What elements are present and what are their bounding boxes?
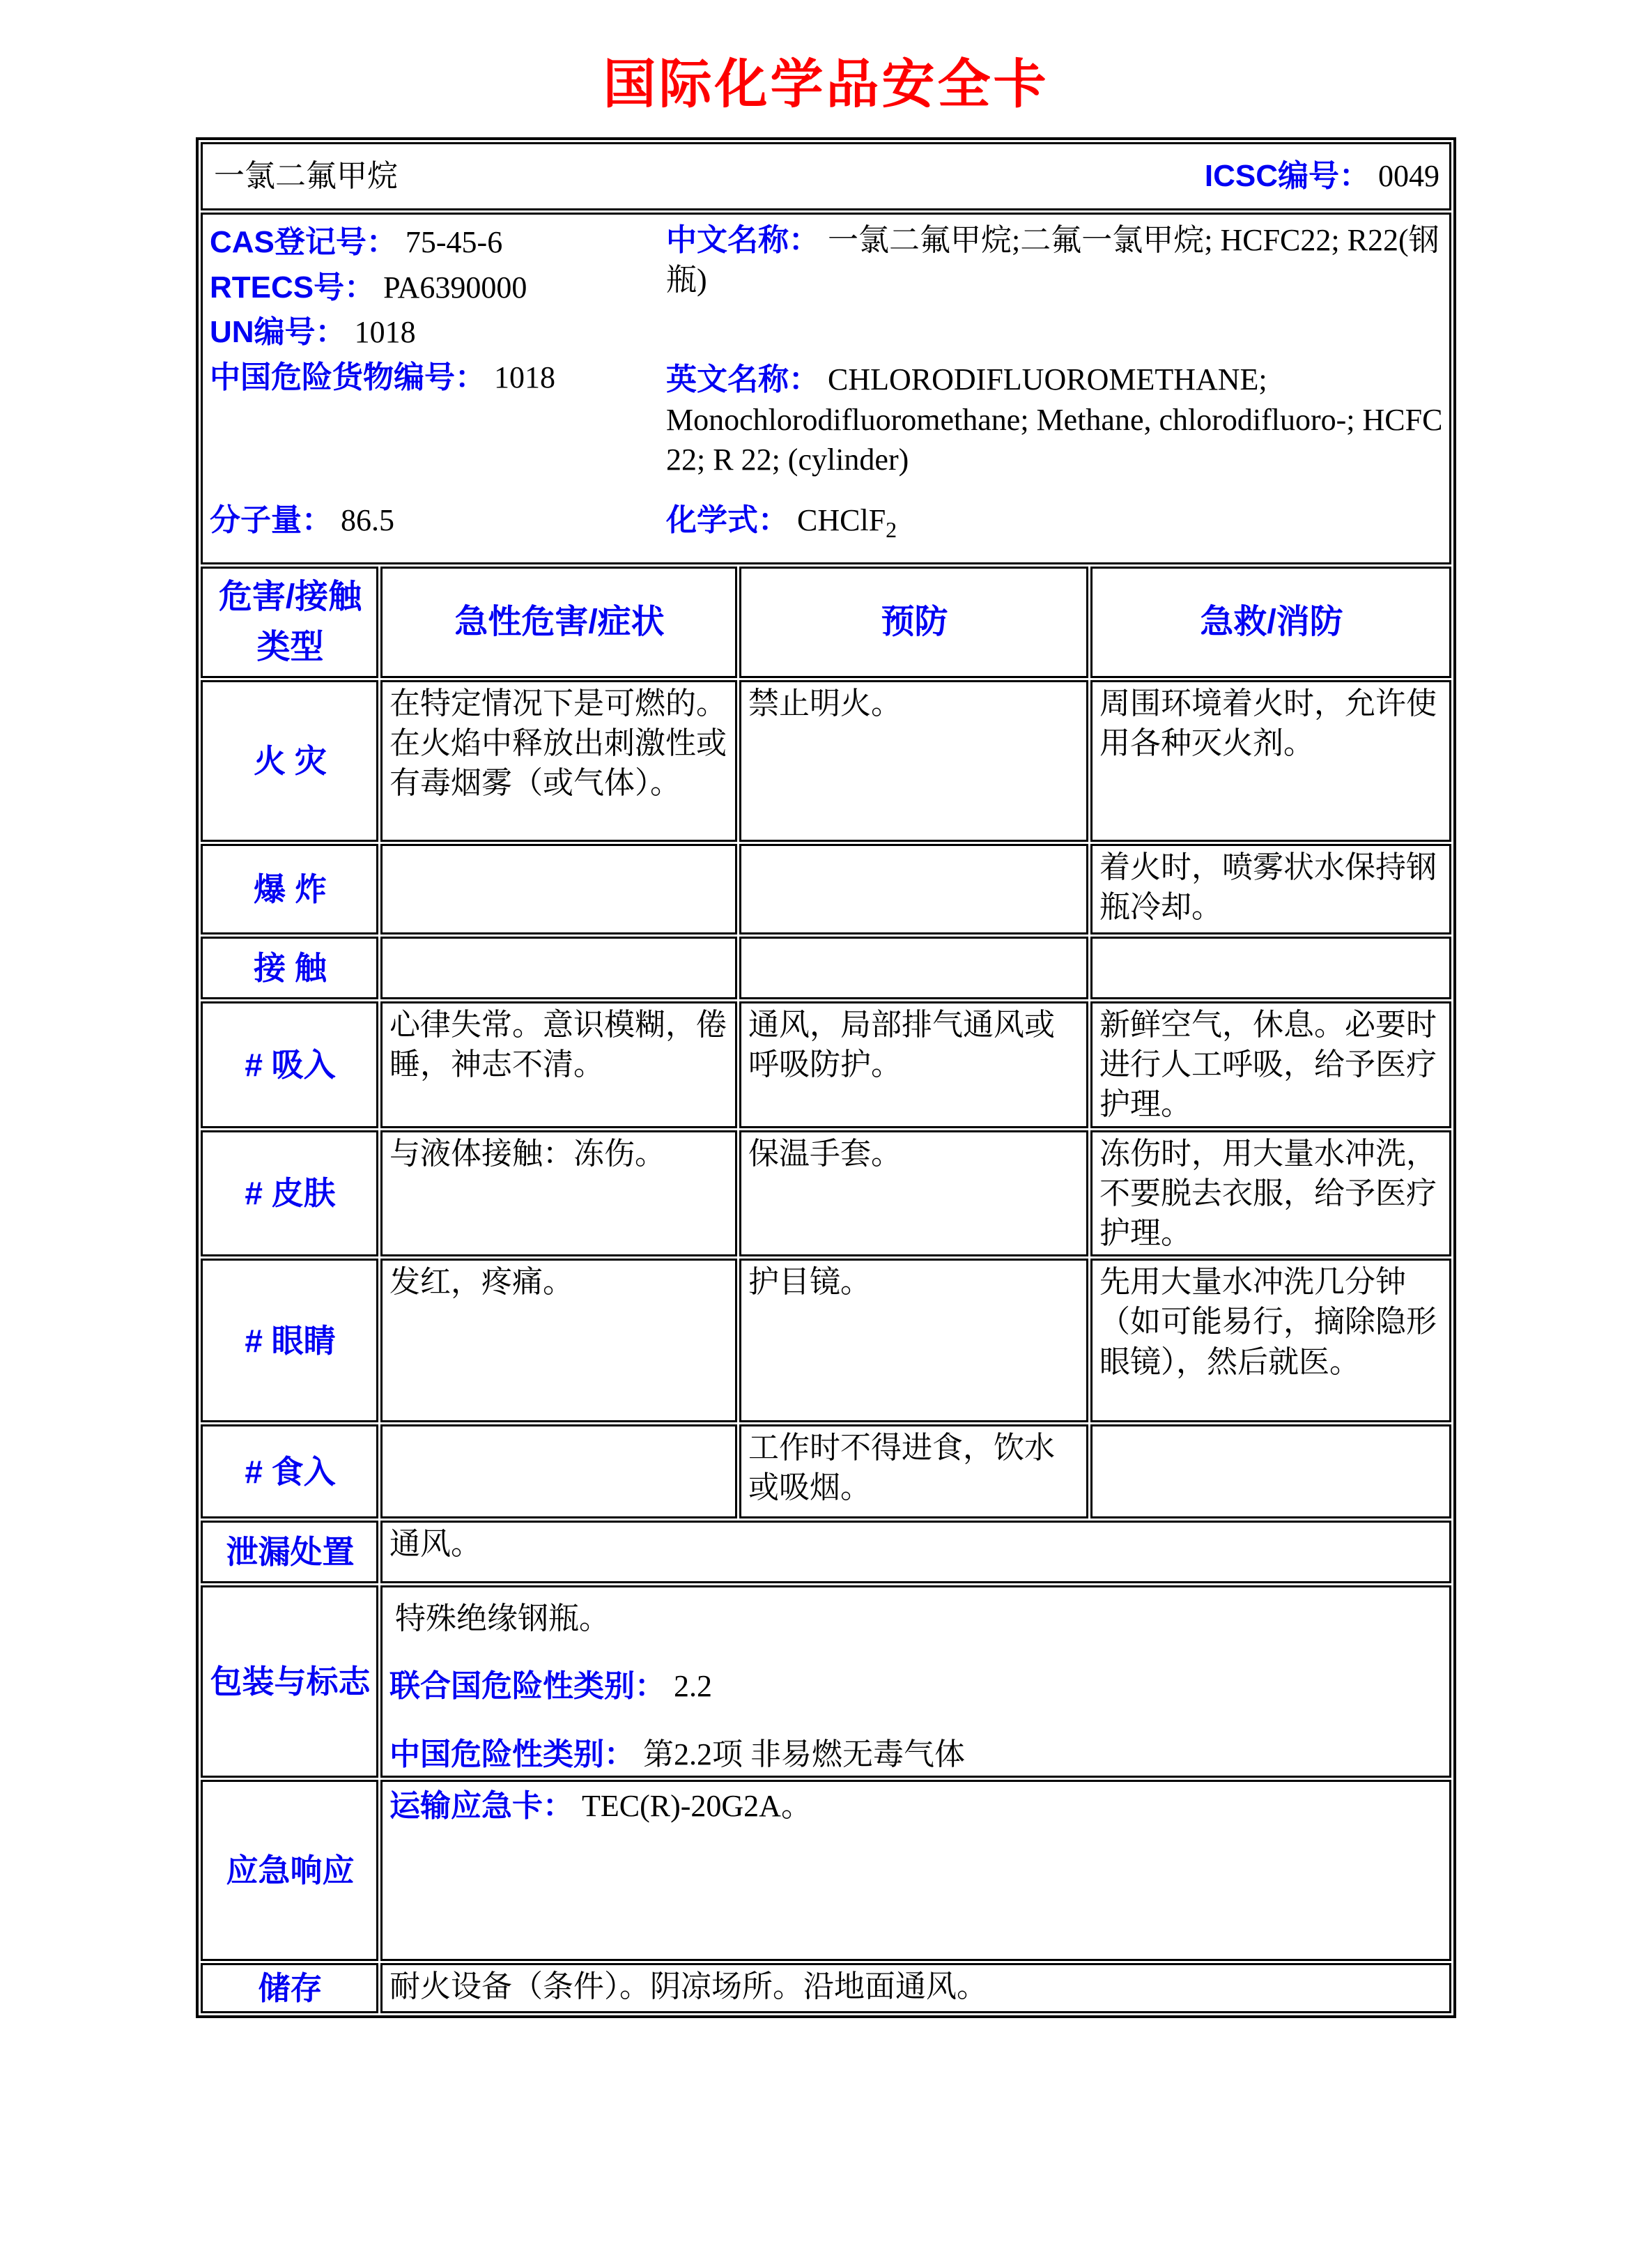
hazard-row-inhalation (201, 1001, 1451, 1128)
chinese-name-value: 一氯二氟甲烷;二氟一氯甲烷; HCFC22; R22(钢瓶) (666, 223, 1439, 298)
contact-firstaid-cell (1090, 937, 1451, 999)
china-hazard-class (389, 1735, 1444, 1774)
packaging-cylinder-note: 特殊绝缘钢瓶。 (395, 1601, 610, 1636)
china-dg-number (210, 355, 666, 401)
hazard-row-explosion (201, 844, 1451, 934)
ingestion-symptoms-cell (380, 1424, 737, 1518)
header-hazard-type: 危害/接触类型 (201, 567, 378, 678)
fire-prevention-cell: 禁止明火。 (739, 680, 1088, 842)
ingestion-prevention-cell: 工作时不得进食，饮水或吸烟。 (739, 1424, 1088, 1518)
hazard-row-fire (201, 680, 1451, 842)
explosion-firstaid-cell: 着火时，喷雾状水保持钢瓶冷却。 (1090, 844, 1451, 934)
inhalation-prevention-cell: 通风，局部排气通风或呼吸防护。 (739, 1001, 1088, 1128)
substance-name: 一氯二氟甲烷 (214, 159, 398, 194)
un-hazard-class (389, 1666, 1444, 1706)
packaging-label: 包装与标志 (201, 1585, 378, 1778)
english-name-label: 英文名称： (666, 362, 819, 397)
chinese-name-label: 中文名称： (666, 223, 819, 257)
safety-card-table (196, 137, 1456, 2018)
english-name (666, 360, 1444, 479)
hazard-label-ingestion: # 食入 (201, 1424, 378, 1518)
hazard-row-ingestion (201, 1424, 1451, 1518)
explosion-prevention-cell (739, 844, 1088, 934)
un-number (210, 310, 666, 355)
ingestion-firstaid-cell (1090, 1424, 1451, 1518)
fire-firstaid-cell: 周围环境着火时，允许使用各种灭火剂。 (1090, 680, 1451, 842)
explosion-symptoms-cell (380, 844, 737, 934)
skin-symptoms-cell: 与液体接触：冻伤。 (380, 1130, 737, 1257)
hazard-label-explosion: 爆 炸 (201, 844, 378, 934)
icsc-number (1205, 156, 1439, 196)
cas-number-value: 75-45-6 (405, 225, 503, 259)
packaging-content (380, 1585, 1451, 1778)
un-hazard-class-label: 联合国危险性类别： (389, 1669, 665, 1704)
eyes-prevention-cell: 护目镜。 (739, 1259, 1088, 1422)
china-hazard-class-label: 中国危险性类别： (389, 1737, 635, 1771)
header-prevention: 预防 (739, 567, 1088, 678)
hazard-row-eyes (201, 1259, 1451, 1422)
storage-text: 耐火设备（条件）。阴凉场所。沿地面通风。 (380, 1963, 1451, 2013)
un-number-label: UN编号： (210, 315, 346, 350)
emergency-response-row (201, 1780, 1451, 1961)
contact-symptoms-cell (380, 937, 737, 999)
header-firstaid: 急救/消防 (1090, 567, 1451, 678)
english-name-value: CHLORODIFLUOROMETHANE; Monochlorodifluoromethane; Methane, chlorodifluoro-; HCFC 22; R 22; (cylinder) (666, 362, 1443, 477)
cas-number-label: CAS登记号： (210, 225, 397, 259)
storage-row (201, 1963, 1451, 2013)
storage-label: 储存 (201, 1963, 378, 2013)
un-number-value: 1018 (354, 315, 416, 350)
eyes-symptoms-cell: 发红，疼痛。 (380, 1259, 737, 1422)
substance-name-row (201, 142, 1451, 210)
fire-symptoms-cell: 在特定情况下是可燃的。在火焰中释放出刺激性或有毒烟雾（或气体）。 (380, 680, 737, 842)
icsc-number-value: 0049 (1378, 159, 1439, 194)
transport-emergency-card-value: TEC(R)-20G2A。 (582, 1788, 812, 1823)
hazard-row-skin (201, 1130, 1451, 1257)
chinese-name (666, 220, 1444, 300)
hazard-label-skin: # 皮肤 (201, 1130, 378, 1257)
cas-number (210, 220, 666, 266)
identifier-list (210, 216, 666, 500)
transport-emergency-card (389, 1786, 1444, 1826)
hazard-row-contact (201, 937, 1451, 999)
chemical-formula-base: CHClF (797, 502, 886, 537)
hazard-label-inhalation: # 吸入 (201, 1001, 378, 1128)
china-hazard-class-value: 第2.2项 非易燃无毒气体 (643, 1737, 965, 1771)
substance-name-cell (201, 142, 1451, 210)
inhalation-symptoms-cell: 心律失常。意识模糊，倦睡，神志不清。 (380, 1001, 737, 1128)
skin-prevention-cell: 保温手套。 (739, 1130, 1088, 1257)
chemical-formula-label: 化学式： (666, 502, 789, 537)
rtecs-number-value: PA6390000 (383, 270, 527, 305)
emergency-response-label: 应急响应 (201, 1780, 378, 1961)
rtecs-number-label: RTECS号： (210, 270, 376, 305)
contact-prevention-cell (739, 937, 1088, 999)
emergency-response-content (380, 1780, 1451, 1961)
rtecs-number (210, 266, 666, 311)
page-title: 国际化学品安全卡 (603, 55, 1049, 114)
chemical-formula (666, 500, 1444, 554)
header-symptoms: 急性危害/症状 (380, 567, 737, 678)
chemical-formula-subscript: 2 (886, 516, 897, 542)
molecular-weight-value: 86.5 (341, 502, 394, 537)
hazard-label-eyes: # 眼睛 (201, 1259, 378, 1422)
spill-disposal-row (201, 1521, 1451, 1583)
molecular-weight-label: 分子量： (210, 502, 332, 537)
hazard-header-row (201, 567, 1451, 678)
hazard-label-contact: 接 触 (201, 937, 378, 999)
eyes-firstaid-cell: 先用大量水冲洗几分钟（如可能易行，摘除隐形眼镜），然后就医。 (1090, 1259, 1451, 1422)
chemical-names (666, 216, 1444, 500)
skin-firstaid-cell: 冻伤时，用大量水冲洗，不要脱去衣服，给予医疗护理。 (1090, 1130, 1451, 1257)
identification-cell (201, 213, 1451, 564)
transport-emergency-card-label: 运输应急卡： (389, 1788, 573, 1823)
molecular-weight (210, 500, 666, 554)
packaging-row (201, 1585, 1451, 1778)
hazard-label-fire: 火 灾 (201, 680, 378, 842)
identification-row (201, 213, 1451, 564)
china-dg-number-label: 中国危险货物编号： (210, 360, 486, 395)
spill-disposal-label: 泄漏处置 (201, 1521, 378, 1583)
icsc-number-label: ICSC编号： (1204, 159, 1370, 194)
inhalation-firstaid-cell: 新鲜空气，休息。必要时进行人工呼吸，给予医疗护理。 (1090, 1001, 1451, 1128)
spill-disposal-text: 通风。 (380, 1521, 1451, 1583)
un-hazard-class-value: 2.2 (674, 1669, 712, 1704)
china-dg-number-value: 1018 (494, 360, 555, 395)
